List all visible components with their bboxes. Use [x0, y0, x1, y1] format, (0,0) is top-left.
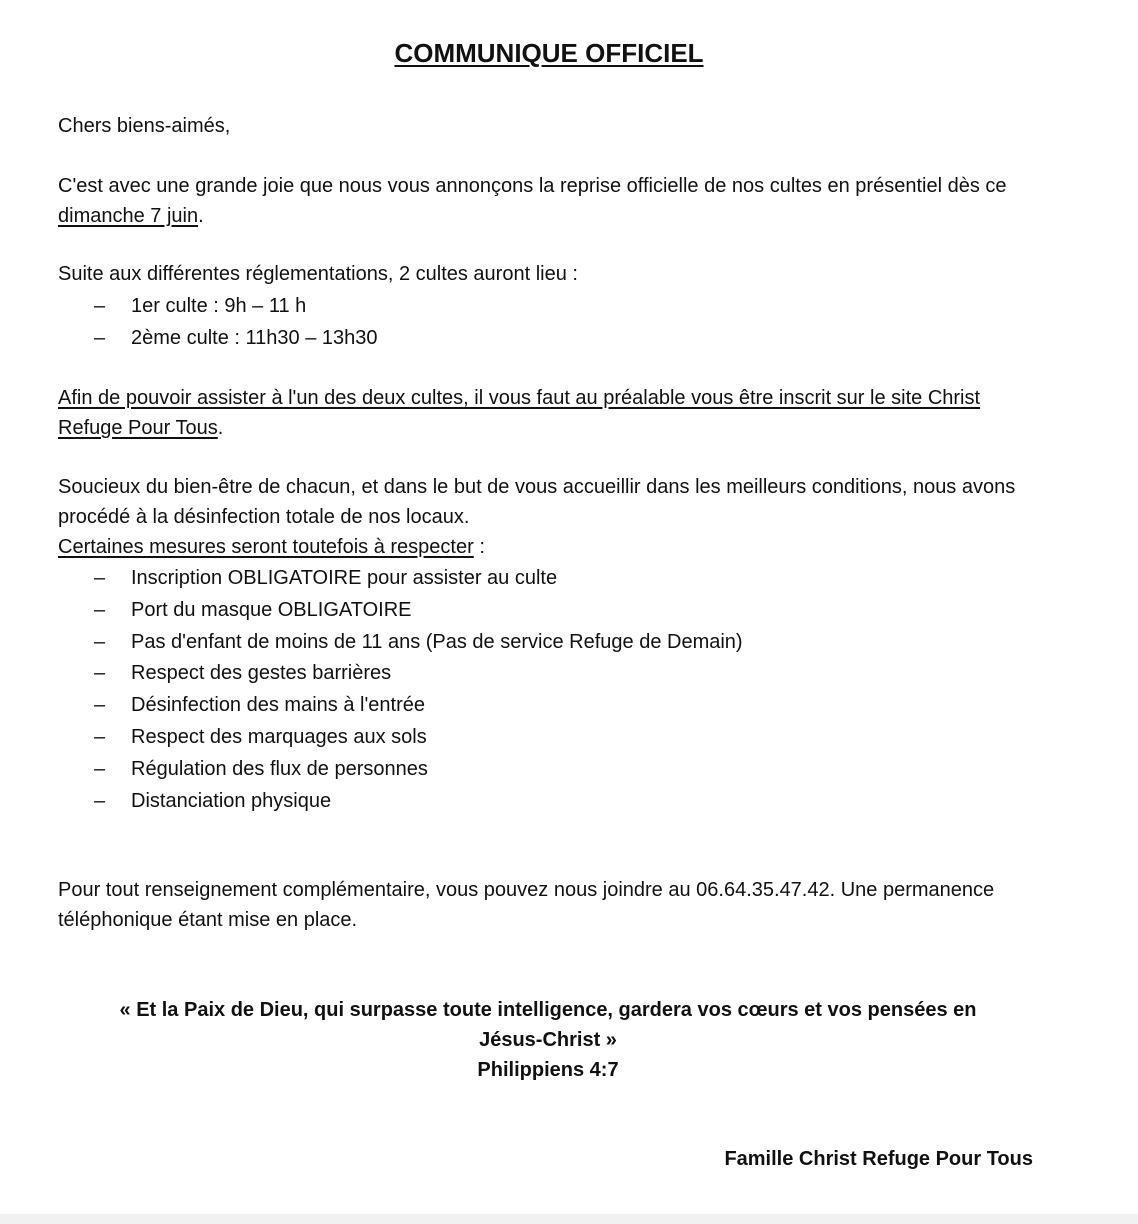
services-list	[58, 291, 377, 355]
measure-item: Respect des marquages aux sols	[131, 725, 427, 748]
measures-lead	[58, 532, 1048, 562]
measures-intro: Soucieux du bien-être de chacun, et dans le but de vous accueillir dans les meilleurs conditions, nous avons procédé à la désinfection totale de nos locaux.	[58, 476, 1016, 528]
measure-item: Désinfection des mains à l'entrée	[131, 694, 425, 717]
dash-bullet: –	[94, 789, 106, 812]
registration-end: .	[217, 417, 224, 439]
list-item	[58, 595, 743, 627]
measure-item: Distanciation physique	[131, 789, 332, 812]
service-item: 2ème culte : 11h30 – 13h30	[131, 326, 378, 349]
service-item: 1er culte : 9h – 11 h	[131, 295, 307, 317]
measures-list	[58, 563, 743, 817]
registration-text: Afin de pouvoir assister à l'un des deux cultes, il vous faut au préalable vous être inscrit sur le site Christ Refuge Pour Tous	[58, 387, 981, 439]
measure-item: Régulation des flux de personnes	[131, 757, 428, 780]
quote-line-2: Jésus-Christ »	[479, 1029, 617, 1051]
list-item	[58, 786, 743, 818]
list-item	[58, 722, 743, 754]
announcement-end: .	[198, 205, 204, 227]
list-item	[58, 690, 743, 722]
bible-quote	[58, 995, 1038, 1085]
measure-item: Inscription OBLIGATOIRE pour assister au culte	[131, 567, 558, 589]
registration-paragraph	[58, 383, 1048, 443]
greeting: Chers biens-aimés,	[58, 115, 231, 137]
quote-line-1: « Et la Paix de Dieu, qui surpasse toute intelligence, gardera vos cœurs et vos pensées en	[119, 999, 977, 1021]
dash-bullet: –	[94, 326, 106, 349]
list-item	[58, 323, 377, 355]
signature: Famille Christ Refuge Pour Tous	[724, 1148, 1033, 1170]
measures-lead-text: Certaines mesures seront toutefois à respecter	[58, 536, 474, 558]
list-item	[58, 627, 743, 659]
contact-paragraph: Pour tout renseignement complémentaire, vous pouvez nous joindre au 06.64.35.47.42. Une permanence téléphonique étant mise en place.	[58, 879, 995, 931]
dash-bullet: –	[94, 295, 106, 317]
measure-item: Respect des gestes barrières	[131, 662, 392, 685]
page-title: COMMUNIQUE OFFICIEL	[394, 38, 704, 68]
dash-bullet: –	[94, 694, 106, 717]
list-item	[58, 291, 377, 323]
services-intro: Suite aux différentes réglementations, 2 cultes auront lieu :	[58, 263, 578, 285]
list-item	[58, 754, 743, 786]
dash-bullet: –	[94, 598, 106, 621]
dash-bullet: –	[94, 567, 106, 589]
measure-item: Pas d'enfant de moins de 11 ans (Pas de service Refuge de Demain)	[131, 630, 743, 653]
quote-reference: Philippiens 4:7	[477, 1059, 619, 1081]
dash-bullet: –	[94, 662, 106, 685]
measure-item: Port du masque OBLIGATOIRE	[131, 598, 412, 621]
measures-lead-end: :	[473, 536, 485, 558]
announcement-text: C'est avec une grande joie que nous vous annonçons la reprise officielle de nos cultes en présentiel dès ce	[58, 175, 1007, 197]
list-item	[58, 563, 743, 595]
list-item	[58, 658, 743, 690]
announcement-paragraph	[58, 171, 1048, 231]
dash-bullet: –	[94, 725, 106, 748]
dash-bullet: –	[94, 630, 106, 653]
service-date: dimanche 7 juin	[58, 205, 199, 227]
dash-bullet: –	[94, 757, 106, 780]
